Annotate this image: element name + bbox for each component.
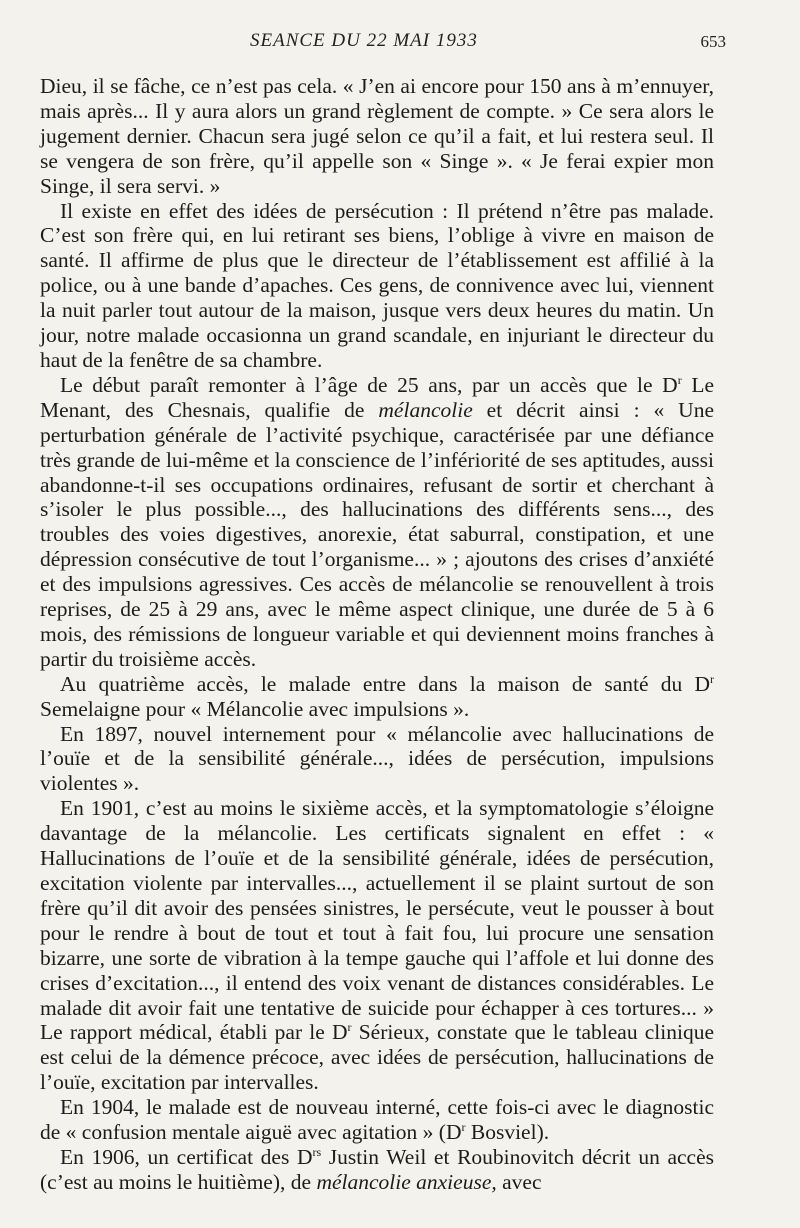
- paragraph-7: [40, 1095, 714, 1145]
- text-run: Le début paraît remonter à l’âge de 25 ans, par un accès que le D: [60, 372, 678, 397]
- body-text: [40, 74, 714, 1195]
- italic-text: mélancolie: [378, 397, 473, 422]
- text-run: En 1906, un certificat des D: [60, 1144, 313, 1169]
- superscript: r: [710, 671, 714, 686]
- text-run: En 1901, c’est au moins le sixième accès, et la symptomatologie s’éloigne davantage de la mélancolie. Les certificats signalent en effet : « Hallucinations de l’ouïe et de la sensibilité générale, idées de persécution, excitation violente par intervalles..., actuellement il se plaint surtout de son frère qu’il dit avoir des pensées sinistres, le persécute, veut le pousser à bout pour le rendre à bout de tout et tout à fait fou, lui procure une sensation bizarre, une sorte de vibration à la tempe gauche qui l’affole et lui donne des crises d’excitation..., il entend des voix venant de distances considérables. Le malade dit avoir fait une tentative de suicide pour échapper à ces tortures... » Le rapport médical, établi par le D: [40, 796, 714, 1045]
- text-run: avec: [496, 1169, 542, 1194]
- text-run: Justin Weil et Roubinovitch décrit un accès (c’est au moins le huitième), de: [40, 1144, 715, 1194]
- page-number: 653: [700, 32, 726, 51]
- superscript: rs: [312, 1144, 322, 1159]
- paragraph-4: [40, 672, 714, 722]
- paragraph-6: [40, 796, 714, 1095]
- paragraph-text: Dieu, il se fâche, ce n’est pas cela. « J’en ai encore pour 150 ans à m’ennuyer, mais après... Il y aura alors un grand règlement de compte. » Ce sera alors le jugement dernier. Chacun sera jugé selon ce qu’il a fait, et lui restera seul. Il se vengera de son frère, qu’il appelle son « Singe ». « Je ferai expier mon Singe, il sera servi. »: [40, 74, 714, 198]
- paragraph-8: [40, 1145, 714, 1195]
- header-title: SEANCE DU 22 MAI 1933: [250, 30, 478, 51]
- superscript: r: [677, 372, 682, 387]
- text-run: Au quatrième accès, le malade entre dans la maison de santé du D: [60, 671, 710, 696]
- paragraph-text: En 1897, nouvel internement pour « mélancolie avec hallucinations de l’ouïe et de la sensibilité générale..., idées de persécution, impulsions violentes ».: [40, 721, 714, 796]
- text-run: Le Menant, des Chesnais, qualifie de: [40, 372, 714, 422]
- paragraph-2: [40, 199, 714, 373]
- text-run: et décrit ainsi : « Une perturbation générale de l’activité psychique, caractérisée par une défiance très grande de lui-même et la conscience de l’infériorité de ses aptitudes, aussi abandonne-t-il ses occupations ordinaires, refusant de sortir et cherchant à s’isoler le plus possible..., des hallucinations des différents sens..., des troubles des voies digestives, anorexie, état saburral, constipation, et une dépression consécutive de tout l’organisme... » ; ajoutons des crises d’anxiété et des impulsions agressives. Ces accès de mélancolie se renouvellent à trois reprises, de 25 à 29 ans, avec le même aspect clinique, une durée de 5 à 6 mois, des rémissions de longueur variable et qui deviennent moins franches à partir du troisième accès.: [40, 397, 715, 671]
- paragraph-5: [40, 722, 714, 797]
- italic-text: mélancolie anxieuse,: [316, 1169, 497, 1194]
- superscript: r: [347, 1020, 352, 1035]
- text-run: Bosviel).: [465, 1120, 550, 1145]
- superscript: r: [461, 1119, 466, 1134]
- running-header: [40, 30, 726, 62]
- paragraph-text: Il existe en effet des idées de persécution : Il prétend n’être pas malade. C’est son frère qui, en lui retirant ses biens, l’oblige à vivre en maison de santé. Il affirme de plus que le directeur de l’établissement est affilié à la police, ou à une bande d’apaches. Ces gens, de connivence avec lui, viennent la nuit parler tout autour de la maison, jusque vers deux heures du matin. Un jour, notre malade occasionna un grand scandale, en injuriant le directeur du haut de la fenêtre de sa chambre.: [40, 198, 714, 372]
- text-run: Semelaigne pour « Mélancolie avec impulsions ».: [40, 696, 470, 721]
- text-run: Sérieux, constate que le tableau clinique est celui de la démence précoce, avec idées de persécution, hallucinations de l’ouïe, excitation par intervalles.: [40, 1020, 714, 1095]
- paragraph-3: [40, 373, 714, 672]
- paragraph-1: [40, 74, 714, 199]
- text-run: En 1904, le malade est de nouveau interné, cette fois-ci avec le diagnostic de « confusion mentale aiguë avec agitation » (D: [40, 1095, 714, 1145]
